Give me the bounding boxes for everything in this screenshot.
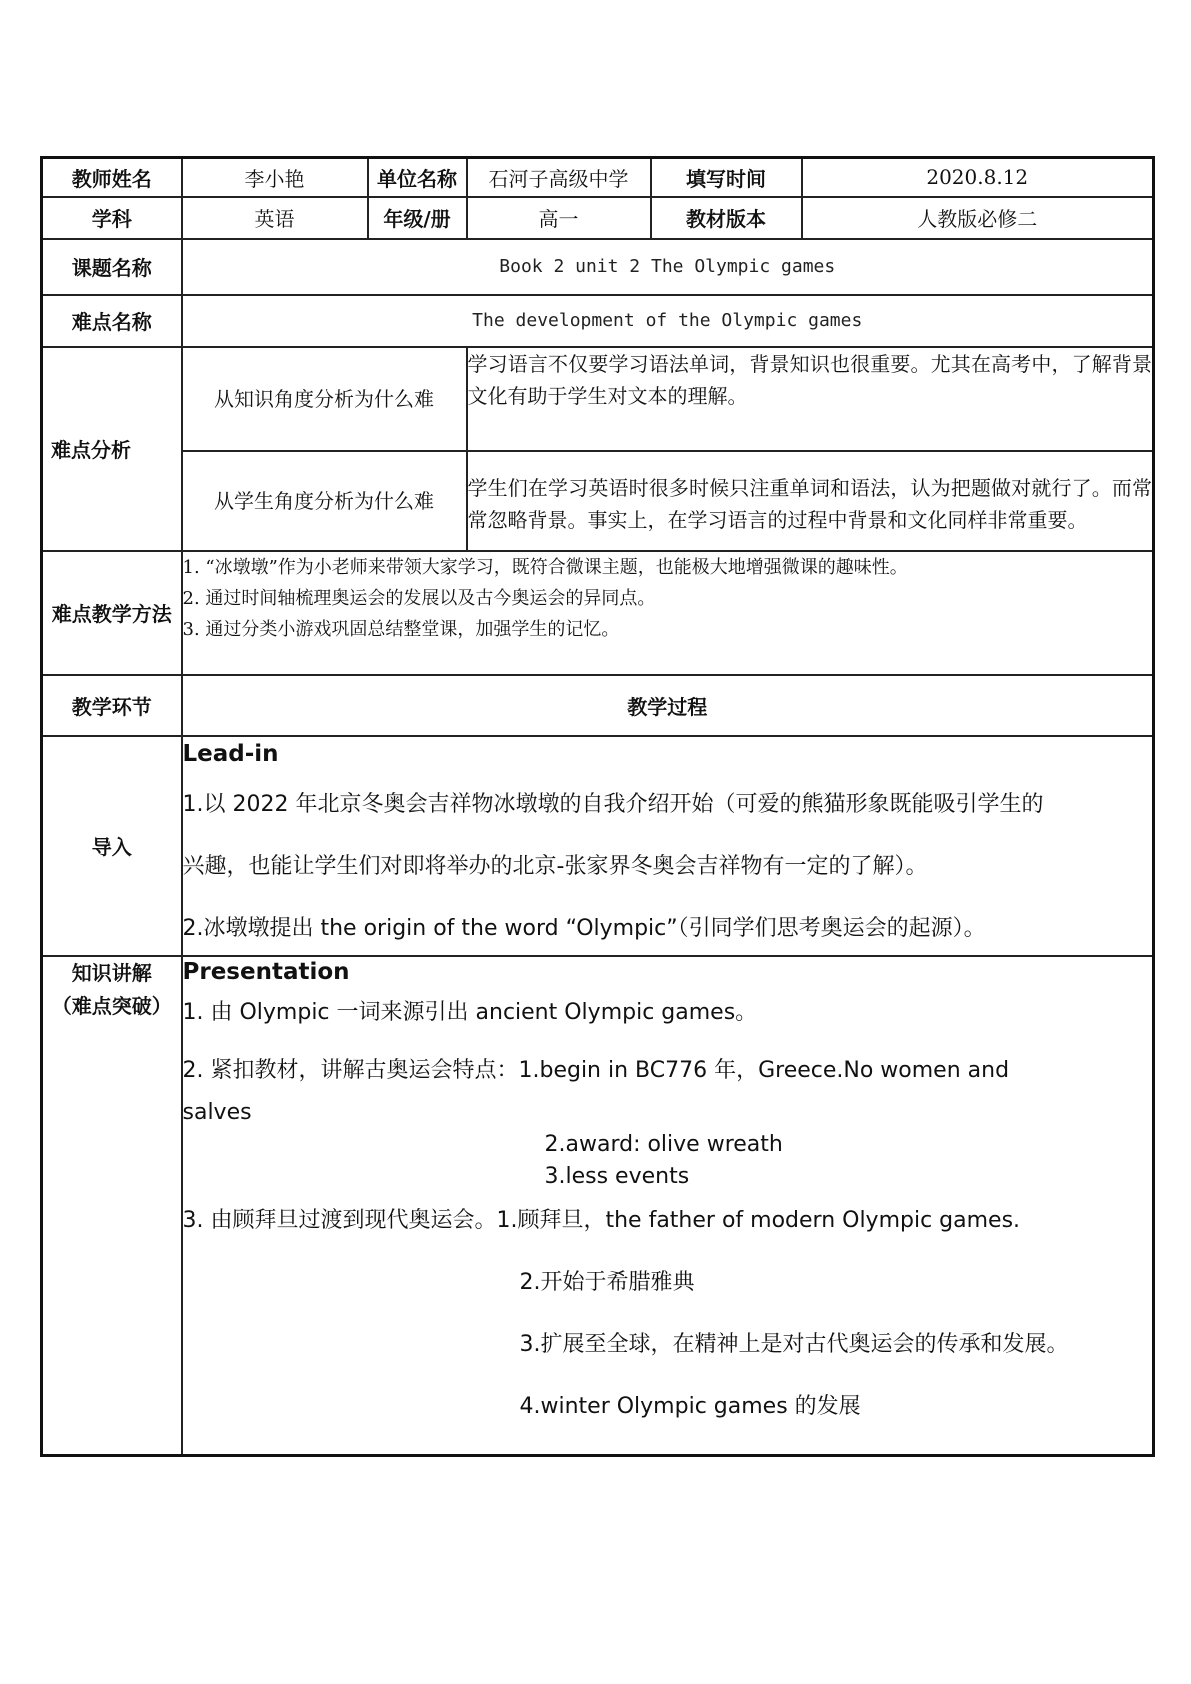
- leadin-line-1: 1.以 2022 年北京冬奥会吉祥物冰墩墩的自我介绍开始（可爱的熊猫形象既能吸引学生的: [182, 791, 1044, 817]
- difficulty-label: 难点名称: [42, 295, 182, 347]
- methods-label: 难点教学方法: [42, 551, 182, 675]
- analysis-row-student: [42, 451, 1154, 551]
- knowledge-angle-label: 从知识角度分析为什么难: [182, 347, 467, 451]
- presentation-content: [182, 956, 1154, 1456]
- presentation-point-1: 1. 由 Olympic 一词来源引出 ancient Olympic games。: [182, 999, 758, 1025]
- difficulty-row: [42, 295, 1154, 347]
- leadin-line-3: 2.冰墩墩提出 the origin of the word “Olympic”（引同学们思考奥运会的起源）。: [182, 915, 986, 941]
- teacher-label: 教师姓名: [42, 158, 182, 197]
- analysis-label: 难点分析: [42, 347, 182, 551]
- analysis-row-knowledge: [42, 347, 1154, 451]
- leadin-line-2: 兴趣，也能让学生们对即将举办的北京-张家界冬奥会吉祥物有一定的了解）。: [182, 853, 928, 879]
- topic-label: 课题名称: [42, 239, 182, 295]
- unit-value: 石河子高级中学: [467, 158, 651, 197]
- header-row-1: [42, 158, 1154, 197]
- presentation-stage-label: [42, 956, 182, 1456]
- edition-value: 人教版必修二: [802, 197, 1154, 239]
- leadin-row: [42, 736, 1154, 956]
- presentation-point-2-cont: salves: [182, 1099, 252, 1125]
- topic-value: Book 2 unit 2 The Olympic games: [182, 239, 1154, 295]
- grade-label: 年级/册: [368, 197, 467, 239]
- edition-label: 教材版本: [651, 197, 802, 239]
- difficulty-value: The development of the Olympic games: [182, 295, 1154, 347]
- subject-label: 学科: [42, 197, 182, 239]
- presentation-heading: Presentation: [182, 958, 350, 985]
- leadin-stage-label: 导入: [42, 736, 182, 956]
- presentation-point-2-events: 3.less events: [544, 1163, 690, 1189]
- subject-value: 英语: [182, 197, 368, 239]
- date-label: 填写时间: [651, 158, 802, 197]
- method-item-3: 3. 通过分类小游戏巩固总结整堂课，加强学生的记忆。: [182, 618, 620, 640]
- presentation-point-3-winter: 4.winter Olympic games 的发展: [519, 1393, 861, 1419]
- leadin-content: [182, 736, 1154, 956]
- presentation-stage-line-1: 知识讲解: [71, 960, 152, 985]
- header-row-2: [42, 197, 1154, 239]
- methods-list: [182, 551, 1154, 675]
- presentation-point-3-global: 3.扩展至全球，在精神上是对古代奥运会的传承和发展。: [519, 1331, 1069, 1357]
- leadin-heading: Lead-in: [182, 740, 279, 767]
- lesson-plan-form: [40, 156, 1152, 1457]
- presentation-point-2: 2. 紧扣教材，讲解古奥运会特点：1.begin in BC776 年，Greece.No women and: [182, 1057, 1010, 1083]
- unit-label: 单位名称: [368, 158, 467, 197]
- method-item-2: 2. 通过时间轴梳理奥运会的发展以及古今奥运会的异同点。: [182, 587, 656, 609]
- lesson-plan-table: [40, 156, 1155, 1457]
- presentation-point-3-athens: 2.开始于希腊雅典: [519, 1269, 695, 1295]
- process-header-row: [42, 675, 1154, 736]
- student-angle-label: 从学生角度分析为什么难: [182, 451, 467, 551]
- process-column-label: 教学过程: [182, 675, 1154, 736]
- teacher-value: 李小艳: [182, 158, 368, 197]
- methods-row: [42, 551, 1154, 675]
- date-value: 2020.8.12: [802, 158, 1154, 197]
- grade-value: 高一: [467, 197, 651, 239]
- knowledge-angle-text: 学习语言不仅要学习语法单词，背景知识也很重要。尤其在高考中，了解背景文化有助于学生对文本的理解。: [467, 347, 1154, 451]
- presentation-stage-line-2: （难点突破）: [51, 993, 172, 1018]
- stage-column-label: 教学环节: [42, 675, 182, 736]
- student-angle-text: 学生们在学习英语时很多时候只注重单词和语法，认为把题做对就行了。而常常忽略背景。事实上，在学习语言的过程中背景和文化同样非常重要。: [467, 451, 1154, 551]
- presentation-point-2-award: 2.award: olive wreath: [544, 1131, 783, 1157]
- method-item-1: 1. “冰墩墩”作为小老师来带领大家学习，既符合微课主题，也能极大地增强微课的趣味性。: [182, 556, 908, 578]
- topic-row: [42, 239, 1154, 295]
- presentation-row: [42, 956, 1154, 1456]
- presentation-point-3: 3. 由顾拜旦过渡到现代奥运会。1.顾拜旦，the father of modern Olympic games.: [182, 1207, 1021, 1233]
